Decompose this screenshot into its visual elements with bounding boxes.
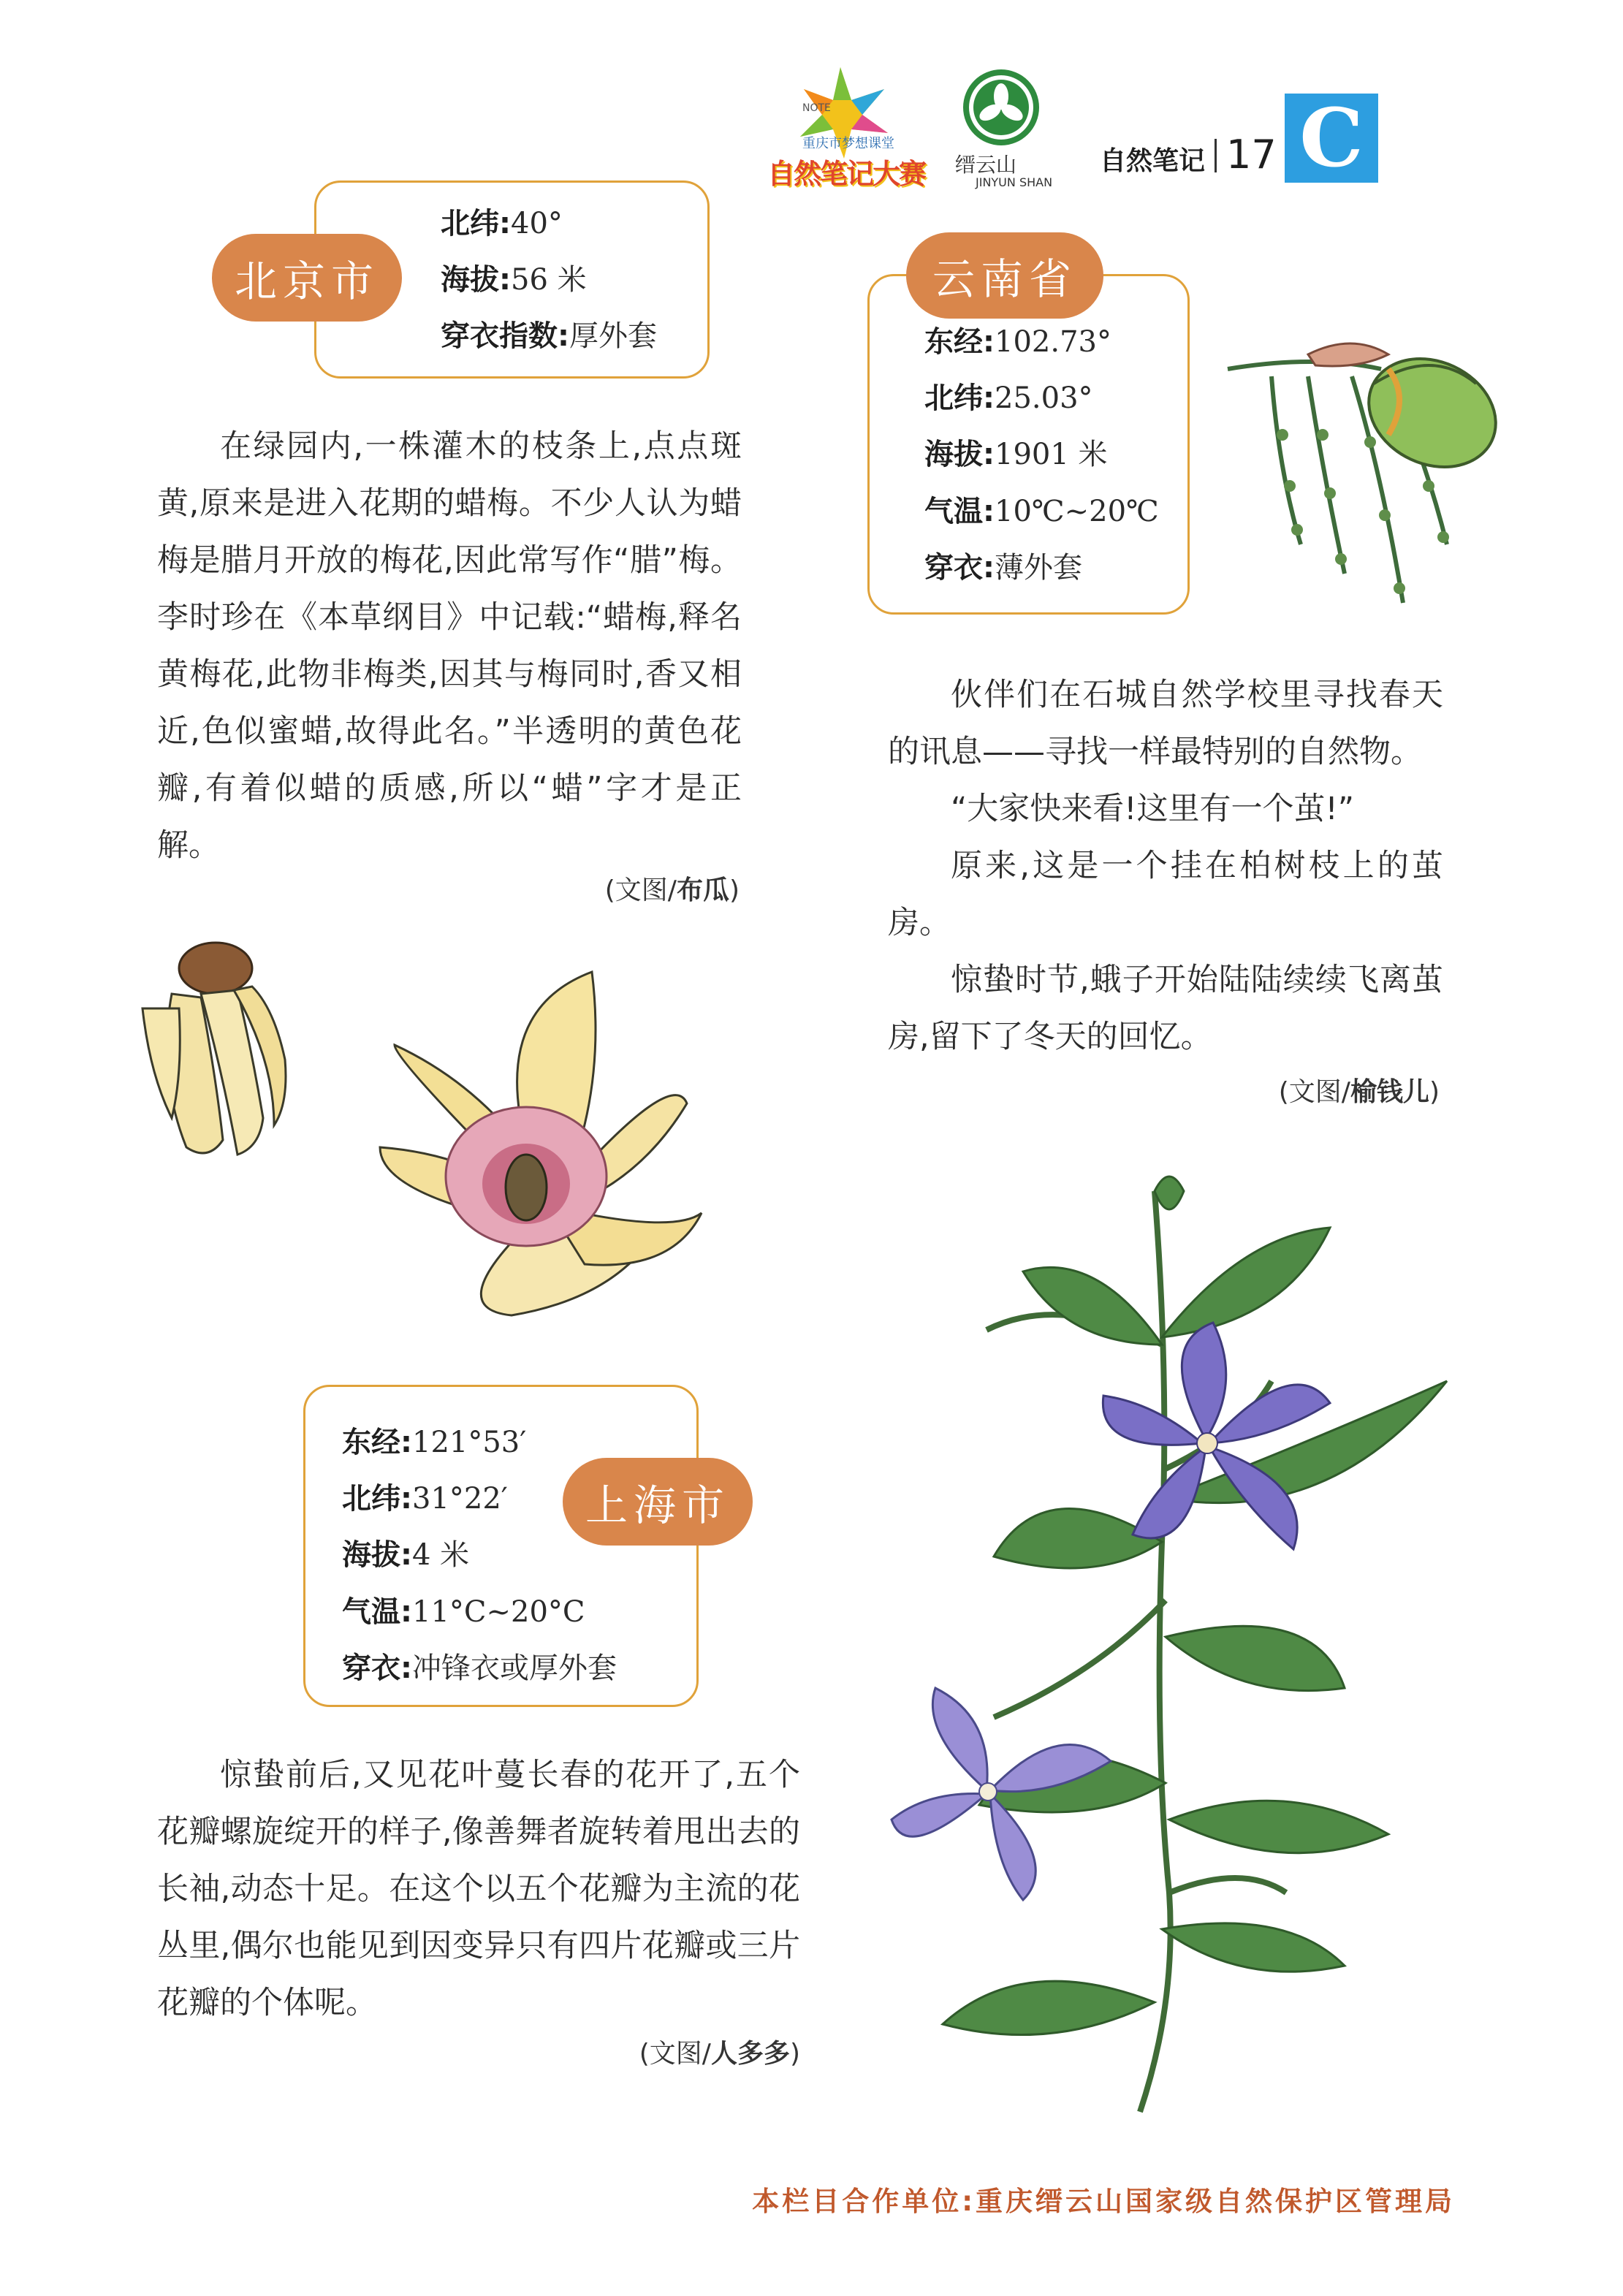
beijing-credit: (文图/布瓜): [604, 875, 740, 905]
section-letter-badge: [1285, 91, 1378, 185]
cocoon-on-cypress-illustration: [1213, 325, 1505, 617]
wintersweet-flower-illustration: [365, 957, 716, 1330]
header: [0, 0, 1623, 190]
info-row-altitude: 海拔: 1901 米: [924, 438, 1108, 472]
info-row-clothing: 穿衣: 薄外套: [924, 550, 1082, 585]
logo-small-text: NOTE: [802, 102, 831, 114]
shanghai-credit: (文图/人多多): [639, 2039, 800, 2069]
yunnan-paragraph-4: 惊蛰时节,蛾子开始陆陆续续飞离茧房,留下了冬天的回忆。: [888, 962, 1443, 1055]
page-number: 17: [1226, 132, 1277, 178]
info-row-longitude: 东经: 102.73°: [924, 325, 1111, 359]
section-letter: C: [1299, 91, 1364, 185]
nature-notes-contest-logo: [760, 60, 926, 190]
logo2-name: 缙云山: [955, 153, 1017, 177]
beijing-paragraph: 在绿园内,一株灌木的枝条上,点点斑黄,原来是进入花期的蜡梅。不少人认为蜡梅是腊月开放的梅花,因此常写作“腊”梅。李时珍在《本草纲目》中记载:“蜡梅,释名黄梅花,此物非梅类,因其与梅同时,香又相近,色似蜜蜡,故得此名。”半透明的黄色花瓣,有着似蜡的质感,所以“蜡”字才是正解。: [157, 428, 742, 864]
section-title: 自然笔记: [1100, 146, 1206, 176]
yunnan-credit: (文图/榆钱儿): [1278, 1077, 1440, 1107]
info-row-longitude: 东经: 121°53′: [342, 1426, 527, 1459]
yunnan-paragraph-2: “大家快来看!这里有一个茧!”: [951, 791, 1355, 827]
shanghai-paragraph: 惊蛰前后,又见花叶蔓长春的花开了,五个花瓣螺旋绽开的样子,像善舞者旋转着甩出去的长袖,动态十足。在这个以五个花瓣为主流的花丛里,偶尔也能见到因变异只有四片花瓣或三片花瓣的个体呢。: [157, 1757, 800, 2021]
logo-line1: 重庆市梦想课堂: [802, 136, 894, 151]
wintersweet-bud-illustration: [128, 928, 296, 1169]
jinyunshan-logo: [946, 67, 1056, 191]
info-row-temperature: 气温: 10℃~20℃: [924, 494, 1159, 528]
info-row-altitude: 海拔: 4 米: [342, 1538, 470, 1573]
yunnan-paragraph-3: 原来,这是一个挂在柏树枝上的茧房。: [888, 848, 1443, 941]
info-row-temperature: 气温: 11°C~20°C: [342, 1594, 585, 1629]
header-divider: [1215, 139, 1217, 172]
info-row-latitude: 北纬: 40°: [441, 207, 563, 240]
info-row-clothing: 穿衣指数: 厚外套: [441, 319, 657, 354]
periwinkle-illustration: [877, 1162, 1462, 2119]
logo-line2: 自然笔记大赛: [767, 158, 926, 190]
yunnan-city-label: 云南省: [906, 232, 1103, 319]
yunnan-paragraphs: [888, 666, 1443, 1065]
shanghai-info-box: [303, 1385, 699, 1707]
leaf-emblem-icon: [961, 67, 1041, 148]
shanghai-info-rows: [342, 1415, 617, 1697]
info-row-altitude: 海拔: 56 米: [441, 263, 587, 297]
periwinkle-flower-upper: [1103, 1323, 1330, 1549]
yunnan-paragraph-1: 伙伴们在石城自然学校里寻找春天的讯息——寻找一样最特别的自然物。: [888, 677, 1443, 770]
yunnan-info-box: [867, 274, 1190, 615]
shanghai-city-label: 上海市: [563, 1458, 753, 1546]
beijing-info-rows: [441, 196, 657, 365]
footer-partner-text: 本栏目合作单位:重庆缙云山国家级自然保护区管理局: [752, 2186, 1455, 2217]
info-row-latitude: 北纬: 25.03°: [924, 381, 1093, 416]
info-row-latitude: 北纬: 31°22′: [342, 1482, 508, 1516]
yunnan-info-rows: [924, 314, 1159, 596]
logo2-en: JINYUN SHAN: [976, 175, 1053, 189]
beijing-city-label: 北京市: [212, 234, 402, 322]
info-row-clothing: 穿衣: 冲锋衣或厚外套: [342, 1651, 617, 1685]
